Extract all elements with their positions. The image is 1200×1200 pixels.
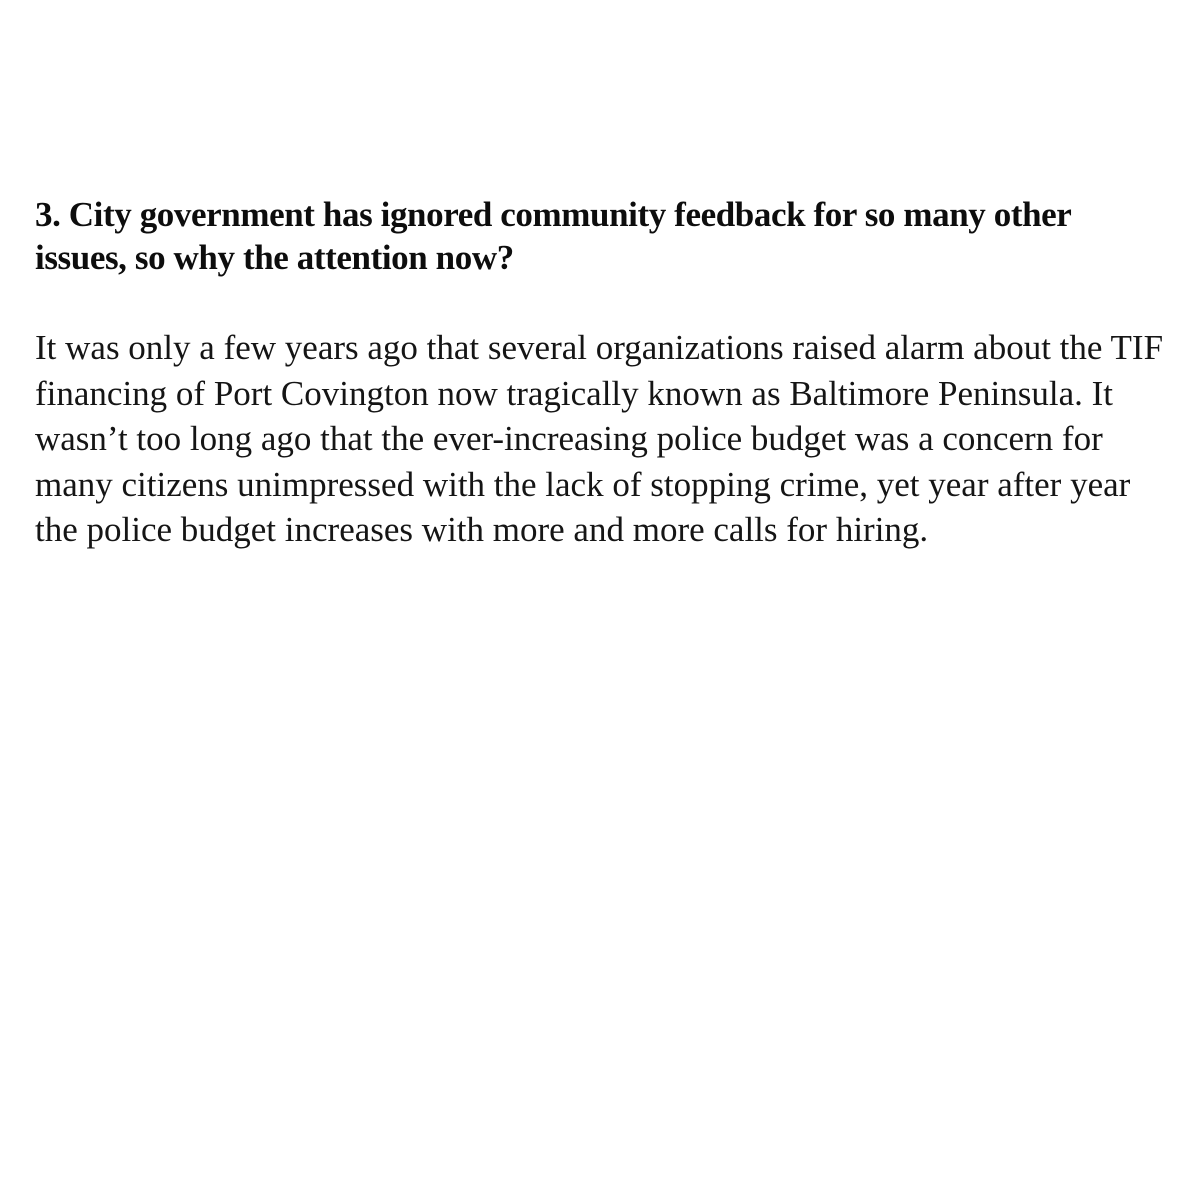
body-paragraph: It was only a few years ago that several organizations raised alarm about the TIF financing of Port Covington now tragically known as Baltimore Peninsula. It wasn’t too long ago that the ever-increasing police budget was a concern for many citizens unimpressed with the lack of stopping crime, yet year after year the police budget increases with more and more calls for hiring. <box>35 328 1164 549</box>
section-heading: 3. City government has ignored community feedback for so many other issues, so why the attention now? <box>35 195 1071 277</box>
document-page <box>35 193 1165 553</box>
